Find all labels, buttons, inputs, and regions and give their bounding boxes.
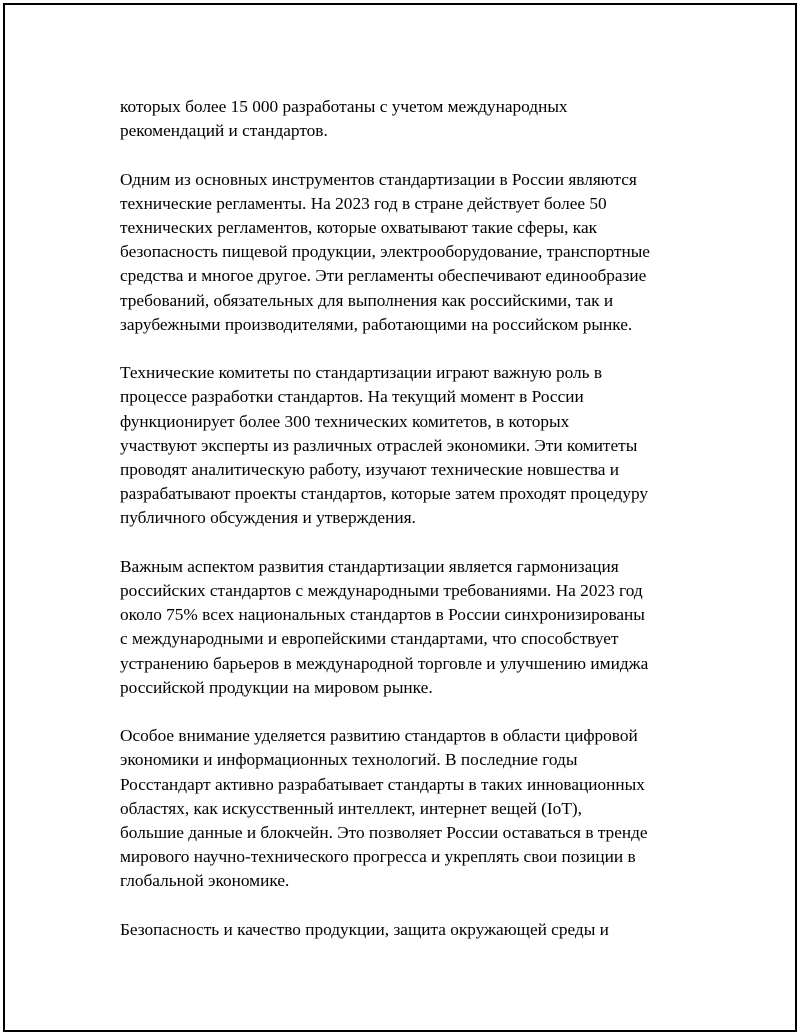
text-line: Безопасность и качество продукции, защита окружающей среды и (120, 919, 609, 939)
text-line: зарубежными производителями, работающими на российском рынке. (120, 314, 633, 334)
text-line: российской продукции на мировом рынке. (120, 677, 433, 697)
text-line: областях, как искусственный интеллект, интернет вещей (IoT), (120, 798, 582, 818)
text-line: рекомендаций и стандартов. (120, 121, 328, 141)
text-line: Одним из основных инструментов стандартизации в России являются (120, 169, 637, 189)
text-line: проводят аналитическую работу, изучают технические новшества и (120, 460, 619, 480)
text-line: которых более 15 000 разработаны с учетом международных (120, 97, 568, 116)
paragraph (120, 724, 680, 893)
text-line: мирового научно-технического прогресса и укреплять свои позиции в (120, 847, 636, 867)
text-line: безопасность пищевой продукции, электрооборудование, транспортные (120, 242, 650, 262)
text-line: глобальной экономике. (120, 871, 290, 891)
text-line: Важным аспектом развития стандартизации является гармонизация (120, 556, 619, 576)
paragraph (120, 168, 680, 337)
text-line: средства и многое другое. Эти регламенты обеспечивают единообразие (120, 266, 647, 286)
text-line: с международными и европейскими стандартами, что способствует (120, 629, 619, 649)
text-line: большие данные и блокчейн. Это позволяет России оставаться в тренде (120, 823, 648, 843)
text-line: технических регламентов, которые охватывают такие сферы, как (120, 218, 598, 237)
text-line: требований, обязательных для выполнения как российскими, так и (120, 290, 614, 310)
text-line: разрабатывают проекты стандартов, которые затем проходят процедуру (120, 484, 649, 504)
paragraph (120, 555, 680, 700)
text-line: публичного обсуждения и утверждения. (120, 508, 416, 528)
text-line: российских стандартов с международными требованиями. На 2023 год (120, 581, 643, 601)
paragraph (120, 361, 680, 530)
text-line: участвуют эксперты из различных отраслей экономики. Эти комитеты (120, 435, 638, 455)
text-line: Особое внимание уделяется развитию стандартов в области цифровой (120, 726, 638, 746)
text-line: Росстандарт активно разрабатывает стандарты в таких инновационных (120, 774, 645, 794)
text-line: Технические комитеты по стандартизации играют важную роль в (120, 363, 602, 383)
document-page (3, 3, 797, 1032)
text-line: функционирует более 300 технических комитетов, в которых (120, 411, 570, 431)
text-line: экономики и информационных технологий. В последние годы (120, 750, 578, 770)
paragraph (120, 95, 680, 143)
text-line: процессе разработки стандартов. На текущий момент в России (120, 387, 584, 407)
text-line: технические регламенты. На 2023 год в стране действует более 50 (120, 193, 607, 213)
document-body (120, 95, 680, 966)
text-line: около 75% всех национальных стандартов в России синхронизированы (120, 605, 645, 625)
paragraph (120, 918, 680, 942)
text-line: устранению барьеров в международной торговле и улучшению имиджа (120, 653, 649, 673)
